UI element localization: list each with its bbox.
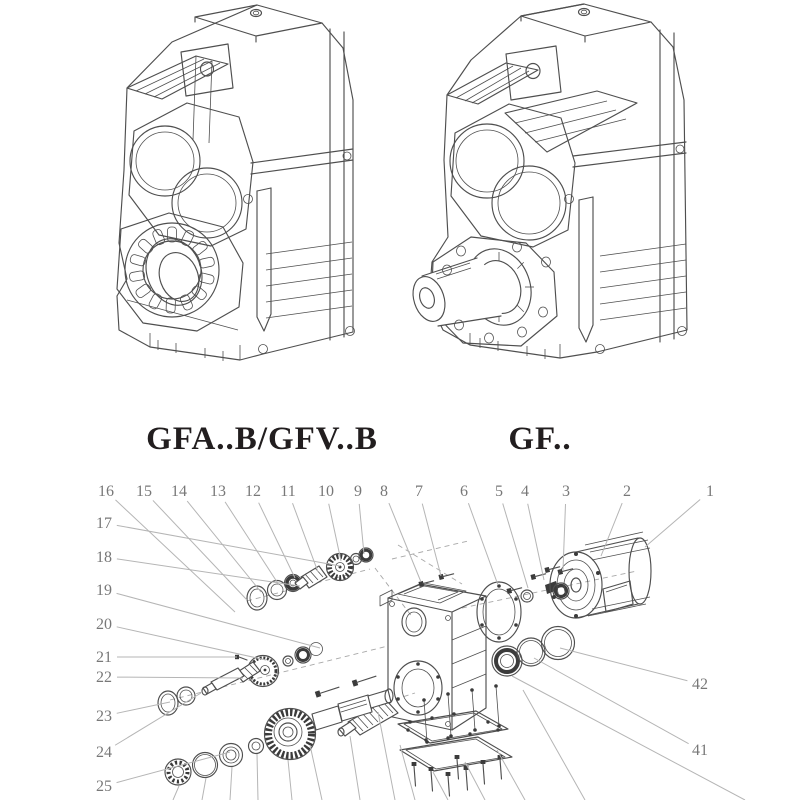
leader-line-42	[560, 648, 687, 681]
leader-line-25	[117, 752, 230, 783]
rib-surface-left	[127, 56, 228, 143]
part-cover-flange-ring	[477, 582, 521, 642]
callout-number-4: 4	[521, 483, 529, 500]
callout-number-23: 23	[96, 708, 112, 725]
callout-number-21: 21	[96, 649, 112, 666]
bearing-bores-left	[129, 103, 253, 246]
callout-number-20: 20	[96, 616, 112, 633]
callout-number-3: 3	[562, 483, 570, 500]
part-output-shaft-cluster	[165, 689, 393, 785]
oil-plug-left	[251, 10, 262, 17]
callout-number-1: 1	[706, 483, 714, 500]
callout-number-18: 18	[96, 549, 112, 566]
part-motor	[550, 532, 651, 618]
exploded-view	[96, 483, 745, 800]
callout-number-11: 11	[280, 483, 296, 500]
leader-line-10	[329, 504, 341, 561]
leader-line-1	[645, 499, 700, 547]
callout-number-5: 5	[495, 483, 503, 500]
part-stud-bolts	[315, 673, 377, 697]
leader-line-12	[259, 503, 295, 578]
callout-number-41: 41	[692, 742, 708, 759]
leader-line-5	[503, 503, 528, 588]
model-label-right: GF..	[508, 421, 572, 457]
callout-layer	[96, 483, 714, 795]
callout-number-15: 15	[136, 483, 152, 500]
callout-number-14: 14	[171, 483, 187, 500]
leader-line-17	[117, 525, 340, 566]
callout-number-24: 24	[96, 744, 112, 761]
callout-number-8: 8	[380, 483, 388, 500]
leader-line-13	[225, 502, 279, 585]
leader-line-8	[389, 503, 421, 582]
cooling-fins-left	[266, 242, 352, 318]
model-label-left: GFA..B/GFV..B	[146, 421, 378, 457]
callout-number-17: 17	[96, 515, 112, 532]
leader-line-6	[468, 503, 498, 585]
callout-number-7: 7	[415, 483, 423, 500]
part-housing	[380, 583, 486, 730]
leader-line-15	[153, 500, 247, 600]
leader-line-3	[563, 504, 566, 570]
part-input-shaft-cluster	[247, 548, 373, 610]
leader-line-2	[601, 503, 622, 556]
gearbox-drawing-gfab-gfvb	[117, 5, 355, 361]
callout-number-19: 19	[96, 582, 112, 599]
rib-surfaces-right	[447, 63, 637, 152]
callout-number-6: 6	[460, 483, 468, 500]
solid-output-shaft	[408, 258, 509, 326]
oil-plug-right	[579, 9, 590, 16]
base-feet-left	[127, 300, 355, 361]
leader-line-4	[528, 504, 544, 580]
gearbox-drawing-gf	[408, 4, 687, 359]
callout-number-22: 22	[96, 669, 112, 686]
callout-number-13: 13	[210, 483, 226, 500]
callout-number-2: 2	[623, 483, 631, 500]
hollow-shaft-bearing-flange	[117, 213, 243, 331]
callout-number-42: 42	[692, 676, 708, 693]
cooling-fins-right	[600, 244, 686, 320]
leader-line-16	[115, 500, 235, 612]
torque-straps-left	[251, 29, 353, 340]
part-gasket	[398, 711, 508, 743]
base-feet-right	[470, 327, 687, 360]
callout-number-9: 9	[354, 483, 362, 500]
leader-line-41	[534, 658, 689, 744]
leader-line-18	[117, 559, 300, 586]
leader-line-9	[359, 504, 364, 554]
output-flange-gf	[408, 237, 557, 346]
callout-number-16: 16	[98, 483, 114, 500]
callout-number-10: 10	[318, 483, 334, 500]
leader-line-20	[117, 627, 266, 660]
callout-number-12: 12	[245, 483, 261, 500]
torque-straps-right	[573, 30, 686, 342]
leader-line-19	[117, 593, 320, 648]
callout-number-25: 25	[96, 778, 112, 795]
